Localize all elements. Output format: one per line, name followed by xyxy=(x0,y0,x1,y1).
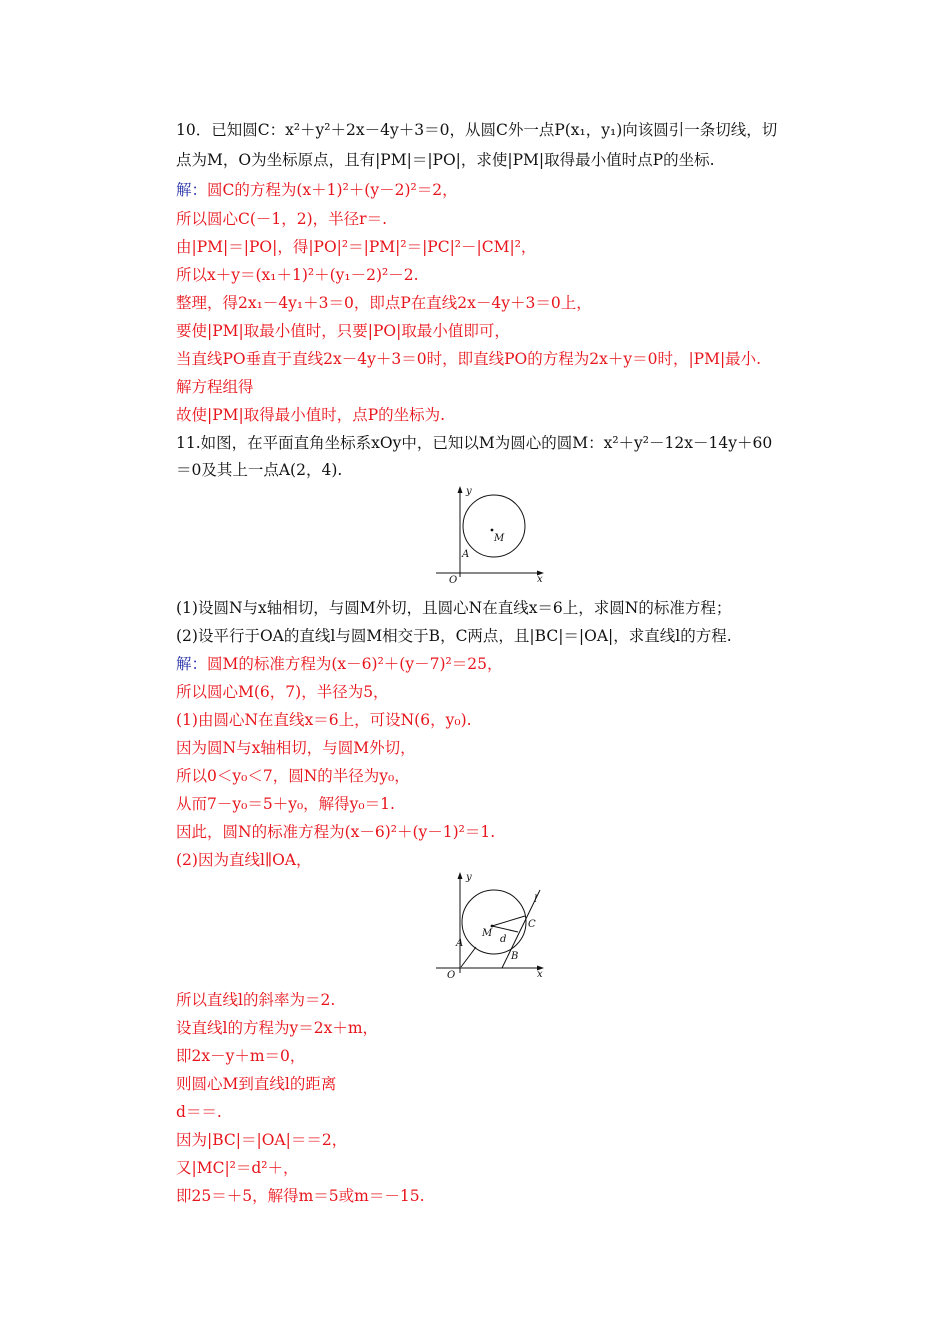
problem11-solution-line3: 因为圆N与x轴相切，与圆M外切， xyxy=(176,739,416,757)
problem11-solution-line7: (2)因为直线l∥OA， xyxy=(176,851,312,869)
problem11-solution-line12: d＝＝. xyxy=(176,1103,222,1121)
problem11-question-line1: 11.如图，在平面直角坐标系xOy中，已知以M为圆心的圆M：x²＋y²－12x－14y＋60 xyxy=(176,434,773,452)
problem11-solution-line5: 从而7－y₀＝5＋y₀，解得y₀＝1. xyxy=(176,795,395,813)
problem11-solution-line14: 又|MC|²＝d²＋， xyxy=(176,1159,299,1177)
problem10-solution-line6: 当直线PO垂直于直线2x－4y＋3＝0时，即直线PO的方程为2x＋y＝0时，|PM|最小. xyxy=(176,350,762,368)
circle-m xyxy=(462,890,526,954)
center-m-point xyxy=(491,529,494,532)
problem11-question-line2: ＝0及其上一点A(2，4). xyxy=(176,461,343,479)
figure-circle-m xyxy=(430,484,550,588)
solution-label: 解： xyxy=(176,181,208,199)
problem11-solution-line10: 即2x－y＋m＝0， xyxy=(176,1047,306,1065)
problem11-solution-line15: 即25＝＋5，解得m＝5或m＝－15. xyxy=(176,1187,425,1205)
label-y: y xyxy=(466,486,472,497)
label-m: M xyxy=(482,928,493,939)
label-c: C xyxy=(528,919,536,930)
problem10-solution-line0 xyxy=(176,180,458,200)
problem11-part2: (2)设平行于OA的直线l与圆M相交于B，C两点，且|BC|＝|OA|，求直线l的方程. xyxy=(176,627,732,645)
problem11-solution-line4: 所以0＜y₀＜7，圆N的半径为y₀， xyxy=(176,767,410,785)
problem11-solution-text0: 圆M的标准方程为(x－6)²＋(y－7)²＝25， xyxy=(207,655,503,673)
label-x: x xyxy=(537,969,543,980)
segment-oa xyxy=(461,947,476,967)
problem11-solution-line2: (1)由圆心N在直线x＝6上，可设N(6，y₀). xyxy=(176,711,472,729)
label-l: l xyxy=(534,894,538,905)
center-m-point xyxy=(491,925,494,928)
label-m: M xyxy=(494,533,505,544)
label-d: d xyxy=(500,934,507,945)
label-b: B xyxy=(511,951,519,962)
problem10-solution-line4: 整理，得2x₁－4y₁＋3＝0，即点P在直线2x－4y＋3＝0上， xyxy=(176,294,592,312)
label-o: O xyxy=(447,970,456,981)
problem11-solution-line13: 因为|BC|＝|OA|＝＝2， xyxy=(176,1131,348,1149)
distance-d xyxy=(492,926,518,932)
problem11-part1: (1)设圆N与x轴相切，与圆M外切，且圆心N在直线x＝6上，求圆N的标准方程； xyxy=(176,599,732,617)
problem10-solution-line8: 故使|PM|取得最小值时，点P的坐标为. xyxy=(176,406,446,424)
solution-label: 解： xyxy=(176,655,208,673)
problem11-solution-line6: 因此，圆N的标准方程为(x－6)²＋(y－1)²＝1. xyxy=(176,823,496,841)
problem10-solution-line2: 由|PM|＝|PO|，得|PO|²＝|PM|²＝|PC|²－|CM|²， xyxy=(176,238,537,256)
problem10-solution-text0: 圆C的方程为(x＋1)²＋(y－2)²＝2， xyxy=(207,181,458,199)
problem11-solution-line11: 则圆心M到直线l的距离 xyxy=(176,1075,337,1093)
problem11-solution-line8: 所以直线l的斜率为＝2. xyxy=(176,991,336,1009)
label-a: A xyxy=(456,938,464,949)
problem11-solution-line9: 设直线l的方程为y＝2x＋m， xyxy=(176,1019,379,1037)
circle-m xyxy=(463,495,525,557)
problem10-question-line2: 点为M，O为坐标原点，且有|PM|＝|PO|，求使|PM|取得最小值时点P的坐标. xyxy=(176,151,715,169)
radius-mc xyxy=(492,916,525,926)
figure-line-l xyxy=(430,870,550,982)
problem10-question-line1: 10．已知圆C：x²＋y²＋2x－4y＋3＝0，从圆C外一点P(x₁，y₁)向该圆引一条切线，切 xyxy=(176,121,778,139)
problem10-solution-line7: 解方程组得 xyxy=(176,378,254,396)
label-a: A xyxy=(462,549,470,560)
problem10-solution-line1: 所以圆心C(－1，2)，半径r＝. xyxy=(176,210,388,228)
y-axis-arrow xyxy=(458,872,463,879)
problem11-solution-line1: 所以圆心M(6，7)，半径为5， xyxy=(176,683,389,701)
problem10-solution-line5: 要使|PM|取最小值时，只要|PO|取最小值即可， xyxy=(176,322,510,340)
label-y: y xyxy=(466,872,472,883)
problem10-solution-line3: 所以x＋y＝(x₁＋1)²＋(y₁－2)²－2. xyxy=(176,266,419,284)
label-o: O xyxy=(449,575,458,586)
problem11-solution-line0 xyxy=(176,654,502,674)
label-x: x xyxy=(537,574,543,585)
y-axis-arrow xyxy=(458,486,463,493)
